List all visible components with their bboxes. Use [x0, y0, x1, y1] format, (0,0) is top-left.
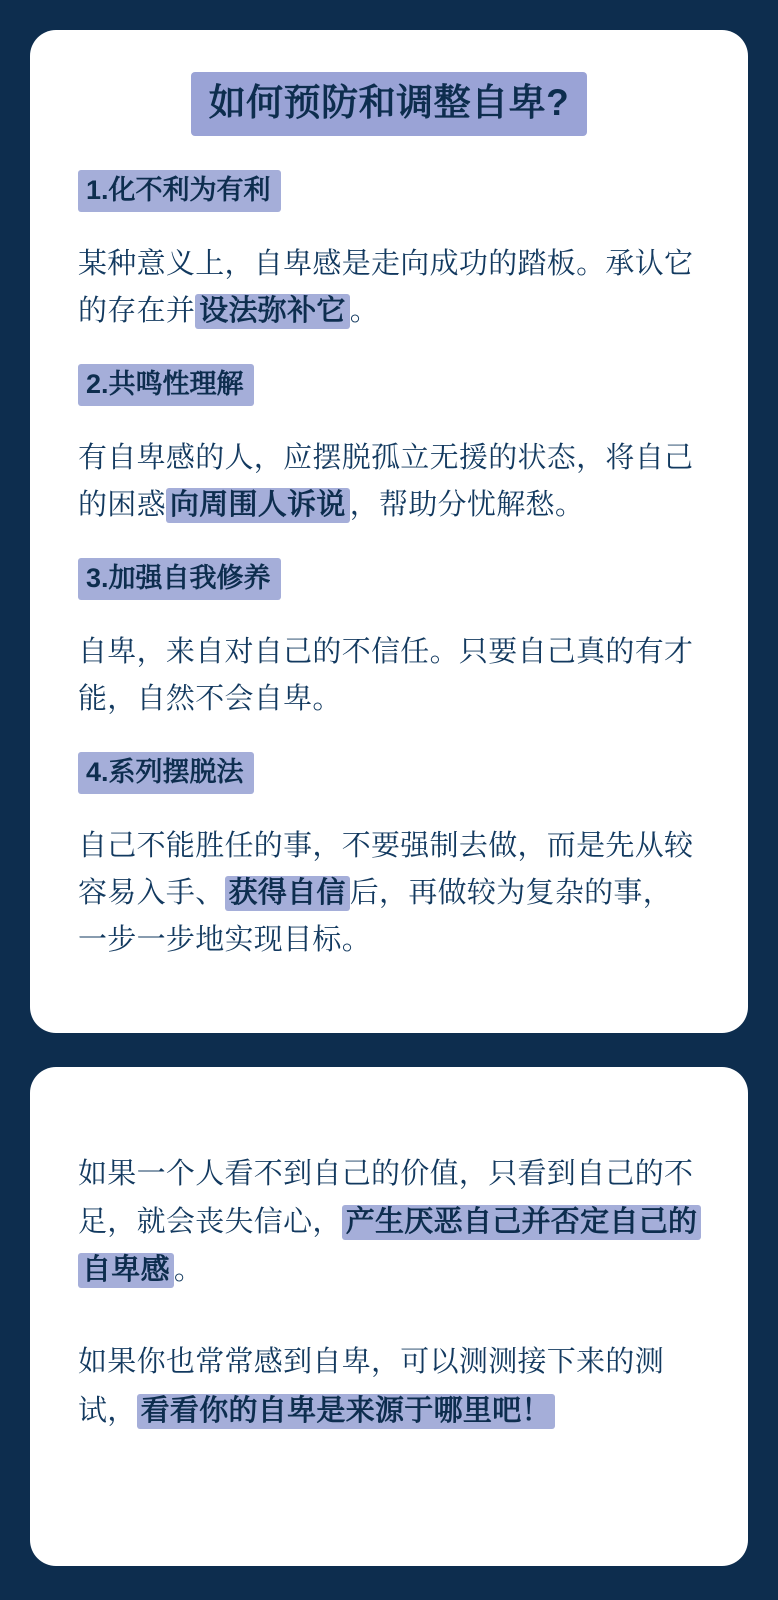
footer-paragraph-2-highlight: 看看你的自卑是来源于哪里吧！: [137, 1394, 555, 1429]
section-4-heading-text: 4.系列摆脱法: [78, 752, 254, 794]
section-1-body: [78, 241, 700, 335]
section-2-heading: [78, 364, 700, 406]
section-2-body: [78, 435, 700, 529]
section-4-body-pre: 自己不能胜任的事，不要强制去做，而是先从较容易入手、: [78, 830, 694, 910]
section-4-body-post: 后，再做较为复杂的事，一步一步地实现目标。: [78, 877, 673, 957]
footer-card: [30, 1067, 748, 1566]
section-4-heading: [78, 752, 700, 794]
section-2-body-pre: 有自卑感的人，应摆脱孤立无援的状态，将自己的困惑: [78, 442, 694, 522]
section-1-heading: [78, 170, 700, 212]
footer-paragraph-1: [78, 1150, 700, 1294]
main-content-card: [30, 30, 748, 1033]
section-3-heading: [78, 558, 700, 600]
section-3: [78, 558, 700, 723]
section-3-heading-text: 3.加强自我修养: [78, 558, 281, 600]
section-4-body-highlight: 获得自信: [225, 876, 350, 911]
page-title-text: 如何预防和调整自卑?: [191, 72, 588, 136]
footer-paragraph-2-pre: 如果你也常常感到自卑，可以测测接下来的测试，: [78, 1346, 665, 1427]
section-3-body: [78, 629, 700, 723]
section-1-body-highlight: 设法弥补它: [195, 294, 350, 329]
section-2-heading-text: 2.共鸣性理解: [78, 364, 254, 406]
footer-paragraph-1-post: 。: [173, 1254, 204, 1287]
section-4: [78, 752, 700, 964]
section-2: [78, 364, 700, 529]
section-1: [78, 170, 700, 335]
section-3-body-pre: 自卑，来自对自己的不信任。只要自己真的有才能，自然不会自卑。: [78, 636, 694, 716]
footer-paragraph-2: [78, 1338, 700, 1434]
section-2-body-highlight: 向周围人诉说: [166, 488, 350, 523]
section-1-body-pre: 某种意义上，自卑感是走向成功的踏板。承认它的存在并: [78, 248, 694, 327]
section-1-body-post: 。: [349, 295, 380, 327]
section-4-body: [78, 823, 700, 964]
section-1-heading-text: 1.化不利为有利: [78, 170, 281, 212]
footer-paragraph-1-highlight: 产生厌恶自己并否定自己的自卑感: [78, 1205, 701, 1288]
section-2-body-post: ，帮助分忧解愁。: [349, 489, 585, 522]
footer-paragraph-1-pre: 如果一个人看不到自己的价值，只看到自己的不足，就会丧失信心，: [78, 1158, 694, 1239]
page-title: [78, 72, 700, 136]
